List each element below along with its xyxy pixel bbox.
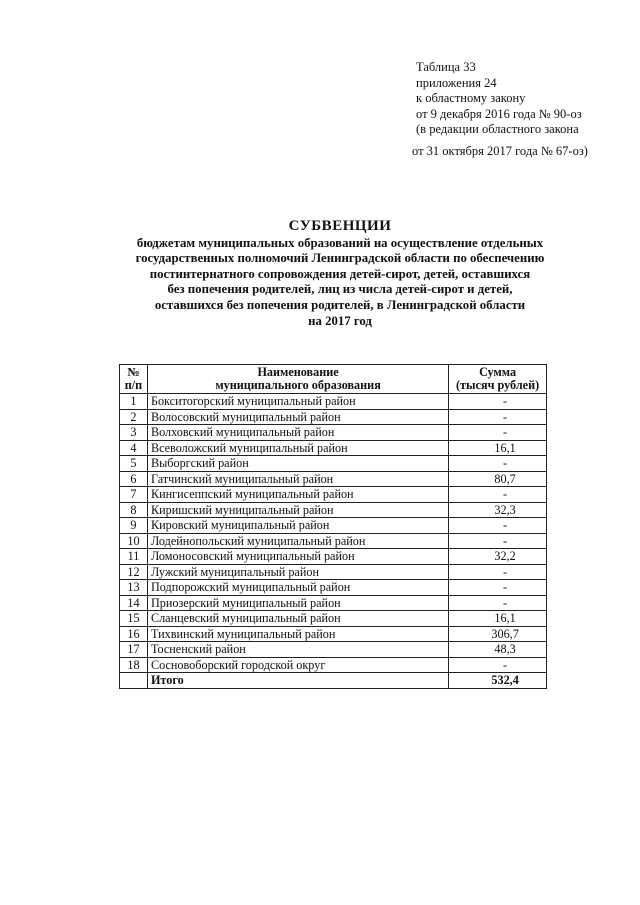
document-title [60, 219, 620, 329]
title-line: постинтернатного сопровождения детей-сирот, детей, оставшихся [149, 266, 531, 281]
row-sum: - [449, 409, 547, 425]
table-row [120, 487, 547, 503]
table-row [120, 502, 547, 518]
row-num: 9 [120, 518, 148, 534]
header-name: Наименование муниципального образования [147, 365, 448, 394]
row-num: 2 [120, 409, 148, 425]
title-main: СУБВЕНЦИИ [288, 218, 392, 234]
table-row [120, 409, 547, 425]
row-sum: 16,1 [449, 611, 547, 627]
table-row [120, 626, 547, 642]
row-num: 6 [120, 471, 148, 487]
row-name: Тихвинский муниципальный район [147, 626, 448, 642]
row-sum: - [449, 518, 547, 534]
table-row [120, 471, 547, 487]
row-num: 11 [120, 549, 148, 565]
row-sum: - [449, 580, 547, 596]
table-row [120, 425, 547, 441]
row-sum: 32,2 [449, 549, 547, 565]
total-sum: 532,4 [449, 673, 547, 689]
row-sum: - [449, 564, 547, 580]
row-sum: - [449, 487, 547, 503]
row-name: Тосненский район [147, 642, 448, 658]
row-num: 5 [120, 456, 148, 472]
row-name: Волховский муниципальный район [147, 425, 448, 441]
header-line: от 9 декабря 2016 года № 90-оз [416, 106, 582, 121]
header-line: (в редакции областного закона [416, 122, 579, 136]
row-sum: 80,7 [449, 471, 547, 487]
table-row [120, 564, 547, 580]
header-line: от 31 октября 2017 года № 67-оз) [412, 143, 588, 158]
row-num: 7 [120, 487, 148, 503]
table-row [120, 533, 547, 549]
row-name: Лужский муниципальный район [147, 564, 448, 580]
title-line: государственных полномочий Ленинградской области по обеспечению [135, 251, 545, 266]
header-line: к областному закону [416, 91, 526, 105]
row-name: Сосновоборский городской округ [147, 657, 448, 673]
row-sum: - [449, 456, 547, 472]
appendix-header [412, 60, 588, 159]
row-sum: - [449, 425, 547, 441]
header-sum: Сумма (тысяч рублей) [449, 365, 547, 394]
title-line: оставшихся без попечения родителей, в Ленинградской области [154, 297, 526, 312]
row-sum: 306,7 [449, 626, 547, 642]
row-num: 3 [120, 425, 148, 441]
title-line: бюджетам муниципальных образований на осуществление отдельных [136, 235, 544, 250]
row-sum: - [449, 394, 547, 410]
row-name: Выборгский район [147, 456, 448, 472]
row-name: Киришский муниципальный район [147, 502, 448, 518]
row-sum: 48,3 [449, 642, 547, 658]
row-name: Бокситогорский муниципальный район [147, 394, 448, 410]
row-name: Кингисеппский муниципальный район [147, 487, 448, 503]
row-sum: - [449, 533, 547, 549]
table-row [120, 456, 547, 472]
row-num: 8 [120, 502, 148, 518]
table-row [120, 580, 547, 596]
row-name: Ломоносовский муниципальный район [147, 549, 448, 565]
total-label: Итого [147, 673, 448, 689]
title-line: без попечения родителей, лиц из числа детей-сирот и детей, [167, 282, 513, 297]
table-row [120, 518, 547, 534]
table-row [120, 642, 547, 658]
row-num: 1 [120, 394, 148, 410]
row-name: Лодейнопольский муниципальный район [147, 533, 448, 549]
row-num: 14 [120, 595, 148, 611]
table-header-row [120, 365, 547, 394]
header-line: Таблица 33 [416, 60, 476, 74]
total-num [120, 673, 148, 689]
row-num: 12 [120, 564, 148, 580]
row-num: 16 [120, 626, 148, 642]
row-name: Подпорожский муниципальный район [147, 580, 448, 596]
table-row [120, 394, 547, 410]
row-num: 17 [120, 642, 148, 658]
row-name: Всеволожский муниципальный район [147, 440, 448, 456]
row-sum: - [449, 657, 547, 673]
header-line: приложения 24 [416, 75, 497, 90]
row-num: 13 [120, 580, 148, 596]
total-row [120, 673, 547, 689]
row-sum: 16,1 [449, 440, 547, 456]
table-row [120, 595, 547, 611]
table-row [120, 440, 547, 456]
row-num: 4 [120, 440, 148, 456]
table-row [120, 657, 547, 673]
row-name: Кировский муниципальный район [147, 518, 448, 534]
row-num: 18 [120, 657, 148, 673]
row-name: Сланцевский муниципальный район [147, 611, 448, 627]
row-name: Гатчинский муниципальный район [147, 471, 448, 487]
row-num: 15 [120, 611, 148, 627]
row-name: Приозерский муниципальный район [147, 595, 448, 611]
row-name: Волосовский муниципальный район [147, 409, 448, 425]
header-num: № п/п [120, 365, 148, 394]
row-sum: - [449, 595, 547, 611]
table-row [120, 611, 547, 627]
subsidies-table [119, 364, 547, 689]
table-row [120, 549, 547, 565]
row-num: 10 [120, 533, 148, 549]
title-line: на 2017 год [308, 313, 372, 328]
row-sum: 32,3 [449, 502, 547, 518]
